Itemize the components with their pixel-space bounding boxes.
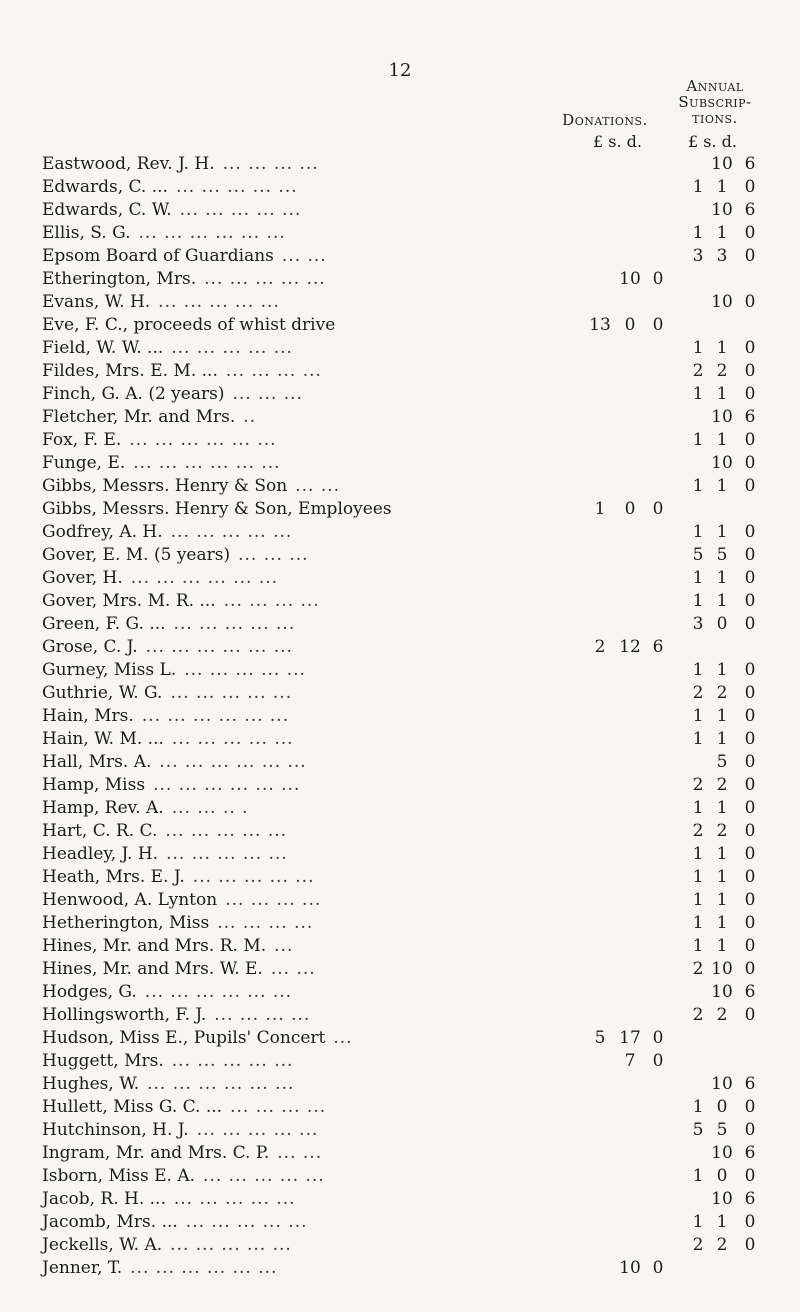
list-item [0,981,800,1004]
annual-pounds: 1 [692,844,704,864]
leader-dots: ... ... ... ... ... [175,177,298,197]
list-item [0,1211,800,1234]
subscriber-name: Evans, W. H. [42,292,151,312]
leader-dots: .. [243,407,257,427]
annual-pence: 0 [744,890,756,910]
subscriber-name: Headley, J. H. [42,844,159,864]
leader-dots: ... ... ... [238,545,309,565]
donation-pence: 0 [652,269,664,289]
subscriber-name: Etherington, Mrs. [42,269,197,289]
leader-dots: ... ... ... ... ... [173,1189,296,1209]
subscriber-name: Isborn, Miss E. A. [42,1166,196,1186]
list-item [0,705,800,728]
annual-pence: 0 [744,959,756,979]
leader-dots: ... ... [281,246,327,266]
list-item [0,958,800,981]
donations-units: £ s. d. [593,132,642,151]
subscriber-name: Hart, C. R. C. [42,821,158,841]
annual-shillings: 1 [716,844,728,864]
annual-pence: 0 [744,614,756,634]
leader-dots: ... [274,936,294,956]
subscriber-name: Hines, Mr. and Mrs. R. M. [42,936,267,956]
annual-shillings: 1 [716,338,728,358]
annual-pounds: 1 [692,729,704,749]
leader-dots: ... ... ... ... ... [203,1166,325,1186]
list-item [0,889,800,912]
annual-pence: 0 [744,683,756,703]
list-item [0,452,800,475]
subscriber-name: Hetherington, Miss [42,913,210,933]
leader-dots: ... ... ... ... ... [158,292,280,312]
list-item [0,291,800,314]
annual-shillings: 1 [716,1212,728,1232]
list-item [0,935,800,958]
leader-dots: ... ... ... ... ... ... [145,637,293,657]
leader-dots: ... ... [277,1143,323,1163]
annual-shillings: 1 [716,867,728,887]
subscriber-name: Huggett, Mrs. [42,1051,164,1071]
list-item [0,1096,800,1119]
donation-shillings: 10 [619,1258,641,1278]
annual-pence: 6 [744,154,756,174]
subscriber-name: Henwood, A. Lynton [42,890,218,910]
subscriber-name: Eastwood, Rev. J. H. [42,154,215,174]
leader-dots: ... ... ... ... ... [165,821,288,841]
annual-pence: 0 [744,1166,756,1186]
list-item [0,1165,800,1188]
subscriber-name: Gibbs, Messrs. Henry & Son [42,476,288,496]
annual-pence: 0 [744,844,756,864]
subscriber-name: Green, F. G. ... [42,614,166,634]
subscriber-name: Edwards, C. ... [42,177,168,197]
annual-pounds: 5 [692,1120,704,1140]
donation-pence: 0 [652,315,664,335]
annual-pence: 6 [744,982,756,1002]
leader-dots: ... ... ... ... ... [173,614,296,634]
annual-shillings: 10 [711,982,733,1002]
list-item [0,360,800,383]
annual-shillings: 5 [716,1120,728,1140]
leader-dots: ... ... ... ... ... ... [153,775,301,795]
annual-pounds: 1 [692,568,704,588]
leader-dots: ... ... ... ... ... ... [147,1074,295,1094]
leader-dots: ... ... ... ... ... ... [133,453,281,473]
leader-dots: ... ... ... ... ... ... [159,752,307,772]
leader-dots: ... ... ... ... ... [170,522,293,542]
leader-dots: ... ... ... ... ... [184,660,306,680]
annual-shillings: 1 [716,660,728,680]
donation-pence: 0 [652,1028,664,1048]
list-item [0,774,800,797]
list-item [0,751,800,774]
subscriber-name: Hutchinson, H. J. [42,1120,189,1140]
subscriber-name: Grose, C. J. [42,637,138,657]
leader-dots: ... ... ... ... ... [171,729,294,749]
annual-pounds: 1 [692,867,704,887]
leader-dots: ... ... ... ... ... [171,1051,294,1071]
annual-shillings: 3 [716,246,728,266]
annual-shillings: 2 [716,1005,728,1025]
annual-pounds: 1 [692,522,704,542]
leader-dots: ... ... ... ... ... [170,683,293,703]
subscriber-name: Hall, Mrs. A. [42,752,152,772]
annual-pence: 6 [744,200,756,220]
annual-pounds: 1 [692,1166,704,1186]
leader-dots: ... ... ... ... ... [196,1120,319,1140]
leader-dots: ... ... [295,476,341,496]
annual-pounds: 1 [692,936,704,956]
leader-dots: ... ... ... ... ... ... [144,982,293,1002]
leader-dots: ... ... ... ... ... [192,867,315,887]
donation-shillings: 0 [624,315,636,335]
annual-shillings: 10 [711,959,733,979]
list-item [0,1027,800,1050]
donation-pence: 0 [652,1258,664,1278]
subscriber-name: Jenner, T. [42,1258,123,1278]
list-item [0,475,800,498]
annual-pence: 6 [744,1189,756,1209]
subscriber-name: Gover, E. M. (5 years) [42,545,231,565]
subscriber-name: Gurney, Miss L. [42,660,177,680]
list-item [0,429,800,452]
annual-pounds: 2 [692,959,704,979]
subscriber-name: Field, W. W. ... [42,338,164,358]
annual-pence: 0 [744,292,756,312]
subscriber-name: Jacob, R. H. ... [42,1189,166,1209]
subscriber-name: Hain, Mrs. [42,706,134,726]
leader-dots: ... ... ... ... ... ... [138,223,286,243]
annual-pounds: 2 [692,821,704,841]
donation-shillings: 7 [624,1051,636,1071]
annual-subscriptions-header [655,78,775,126]
subscriber-name: Finch, G. A. (2 years) [42,384,225,404]
list-item [0,1188,800,1211]
list-item [0,590,800,613]
annual-pence: 0 [744,361,756,381]
subscriber-name: Eve, F. C., proceeds of whist drive [42,315,336,335]
leader-dots: ... ... ... ... ... ... [130,568,279,588]
annual-pence: 0 [744,867,756,887]
subscriber-name: Hines, Mr. and Mrs. W. E. [42,959,263,979]
list-item [0,728,800,751]
annual-pence: 0 [744,430,756,450]
annual-pence: 0 [744,1212,756,1232]
annual-shillings: 2 [716,775,728,795]
donation-pence: 0 [652,1051,664,1071]
list-item [0,820,800,843]
annual-pence: 0 [744,476,756,496]
annual-shillings: 1 [716,798,728,818]
annual-pence: 0 [744,384,756,404]
annual-shillings: 10 [711,1074,733,1094]
annual-pounds: 3 [692,246,704,266]
page-number: 12 [388,60,412,81]
donation-shillings: 12 [619,637,641,657]
donation-pence: 6 [652,637,664,657]
leader-dots: ... ... ... ... [230,1097,327,1117]
subscriber-name: Hain, W. M. ... [42,729,164,749]
annual-pence: 0 [744,821,756,841]
annual-pounds: 1 [692,660,704,680]
subscriber-name: Jacomb, Mrs. ... [42,1212,178,1232]
annual-pence: 0 [744,1120,756,1140]
list-item [0,682,800,705]
annual-pounds: 1 [692,338,704,358]
annual-shillings: 1 [716,913,728,933]
list-item [0,337,800,360]
list-item [0,843,800,866]
annual-shillings: 10 [711,1143,733,1163]
list-item [0,1234,800,1257]
annual-pounds: 2 [692,1235,704,1255]
donation-pounds: 1 [594,499,606,519]
annual-shillings: 1 [716,890,728,910]
annual-shillings: 2 [716,821,728,841]
list-item [0,1004,800,1027]
annual-shillings: 10 [711,200,733,220]
annual-pence: 0 [744,913,756,933]
annual-pounds: 5 [692,545,704,565]
subscriber-name: Fletcher, Mr. and Mrs. [42,407,236,427]
leader-dots: ... ... ... ... ... [170,1235,292,1255]
list-item [0,1142,800,1165]
annual-pence: 0 [744,545,756,565]
list-item [0,1119,800,1142]
subscriber-name: Heath, Mrs. E. J. [42,867,185,887]
annual-shillings: 0 [716,1166,728,1186]
leader-dots: ... ... ... ... [214,1005,311,1025]
annual-header-line-3: tions. [692,109,738,127]
annual-shillings: 2 [716,1235,728,1255]
leader-dots: ... ... ... ... ... [204,269,326,289]
list-item [0,1257,800,1280]
annual-pounds: 2 [692,683,704,703]
annual-shillings: 10 [711,1189,733,1209]
subscriber-name: Godfrey, A. H. [42,522,163,542]
annual-pence: 0 [744,338,756,358]
subscriber-name: Hollingsworth, F. J. [42,1005,207,1025]
annual-header-line-1: Annual [686,77,744,95]
list-item [0,498,800,521]
annual-shillings: 1 [716,384,728,404]
annual-pounds: 1 [692,1097,704,1117]
annual-pence: 0 [744,177,756,197]
annual-shillings: 1 [716,936,728,956]
subscriber-name: Guthrie, W. G. [42,683,163,703]
donation-shillings: 17 [619,1028,641,1048]
annual-pounds: 1 [692,223,704,243]
leader-dots: ... ... [270,959,316,979]
list-item [0,176,800,199]
list-item [0,797,800,820]
annual-pounds: 1 [692,913,704,933]
annual-shillings: 1 [716,430,728,450]
annual-pence: 0 [744,706,756,726]
annual-shillings: 1 [716,591,728,611]
annual-pence: 6 [744,1074,756,1094]
annual-pence: 0 [744,246,756,266]
leader-dots: ... [333,1028,353,1048]
leader-dots: ... ... .. . [171,798,249,818]
annual-shillings: 10 [711,292,733,312]
list-item [0,912,800,935]
subscriber-name: Gibbs, Messrs. Henry & Son, Employees [42,499,392,519]
list-item [0,199,800,222]
annual-shillings: 10 [711,154,733,174]
annual-units: £ s. d. [688,132,737,151]
annual-pounds: 1 [692,798,704,818]
annual-pence: 0 [744,798,756,818]
annual-pounds: 1 [692,890,704,910]
leader-dots: ... ... ... ... [225,890,322,910]
annual-shillings: 1 [716,476,728,496]
list-item [0,567,800,590]
annual-pence: 0 [744,1005,756,1025]
annual-pence: 0 [744,775,756,795]
list-item [0,521,800,544]
leader-dots: ... ... ... ... [225,361,322,381]
leader-dots: ... ... ... ... ... [171,338,293,358]
annual-pence: 0 [744,453,756,473]
donation-pounds: 13 [589,315,611,335]
leader-dots: ... ... ... ... ... [179,200,302,220]
donation-shillings: 10 [619,269,641,289]
list-item [0,268,800,291]
annual-shillings: 1 [716,223,728,243]
subscriber-name: Hughes, W. [42,1074,140,1094]
annual-shillings: 0 [716,614,728,634]
annual-shillings: 5 [716,752,728,772]
subscriber-name: Gover, H. [42,568,123,588]
list-item [0,245,800,268]
donation-shillings: 0 [624,499,636,519]
subscriber-name: Ellis, S. G. [42,223,131,243]
annual-shillings: 10 [711,453,733,473]
leader-dots: ... ... ... [232,384,303,404]
subscriber-name: Hudson, Miss E., Pupils' Concert [42,1028,326,1048]
subscriber-name: Hamp, Miss [42,775,146,795]
leader-dots: ... ... ... ... ... ... [130,1258,278,1278]
annual-header-line-2: Subscrip- [678,93,752,111]
list-item [0,383,800,406]
subscriber-name: Fox, F. E. [42,430,122,450]
annual-pounds: 2 [692,775,704,795]
list-item [0,314,800,337]
list-item [0,1050,800,1073]
annual-pence: 0 [744,660,756,680]
subscription-list [0,153,800,1280]
annual-pounds: 1 [692,1212,704,1232]
list-item [0,222,800,245]
annual-pounds: 2 [692,361,704,381]
subscriber-name: Ingram, Mr. and Mrs. C. P. [42,1143,270,1163]
leader-dots: ... ... ... ... ... ... [129,430,277,450]
annual-shillings: 2 [716,683,728,703]
annual-pence: 0 [744,1235,756,1255]
list-item [0,1073,800,1096]
list-item [0,544,800,567]
list-item [0,866,800,889]
list-item [0,613,800,636]
subscriber-name: Fildes, Mrs. E. M. ... [42,361,218,381]
annual-pounds: 1 [692,384,704,404]
annual-pence: 0 [744,568,756,588]
annual-pounds: 1 [692,591,704,611]
annual-shillings: 1 [716,177,728,197]
list-item [0,153,800,176]
annual-shillings: 1 [716,729,728,749]
subscriber-name: Hamp, Rev. A. [42,798,164,818]
annual-shillings: 1 [716,568,728,588]
subscriber-name: Hodges, G. [42,982,137,1002]
list-item [0,636,800,659]
donation-pounds: 2 [594,637,606,657]
annual-pence: 0 [744,752,756,772]
annual-pounds: 2 [692,1005,704,1025]
annual-shillings: 1 [716,522,728,542]
leader-dots: ... ... ... ... ... ... [141,706,290,726]
annual-pence: 0 [744,591,756,611]
donations-header: Donations. [562,111,648,129]
annual-pounds: 1 [692,177,704,197]
annual-shillings: 10 [711,407,733,427]
annual-shillings: 1 [716,706,728,726]
leader-dots: ... ... ... ... [222,154,319,174]
subscriber-name: Hullett, Miss G. C. ... [42,1097,223,1117]
subscriber-name: Jeckells, W. A. [42,1235,163,1255]
donation-pounds: 5 [594,1028,606,1048]
annual-pence: 0 [744,729,756,749]
annual-pence: 6 [744,407,756,427]
annual-pence: 6 [744,1143,756,1163]
leader-dots: ... ... ... ... [217,913,314,933]
annual-pence: 0 [744,522,756,542]
list-item [0,659,800,682]
annual-pence: 0 [744,223,756,243]
annual-pounds: 1 [692,706,704,726]
annual-shillings: 2 [716,361,728,381]
annual-pence: 0 [744,936,756,956]
annual-shillings: 5 [716,545,728,565]
donation-pence: 0 [652,499,664,519]
annual-pounds: 3 [692,614,704,634]
annual-pounds: 1 [692,476,704,496]
annual-shillings: 0 [716,1097,728,1117]
leader-dots: ... ... ... ... ... [185,1212,308,1232]
list-item [0,406,800,429]
subscriber-name: Funge, E. [42,453,126,473]
subscriber-name: Edwards, C. W. [42,200,172,220]
subscriber-name: Epsom Board of Guardians [42,246,274,266]
subscriber-name: Gover, Mrs. M. R. ... [42,591,216,611]
annual-pounds: 1 [692,430,704,450]
leader-dots: ... ... ... ... ... [166,844,288,864]
annual-pence: 0 [744,1097,756,1117]
leader-dots: ... ... ... ... [223,591,320,611]
